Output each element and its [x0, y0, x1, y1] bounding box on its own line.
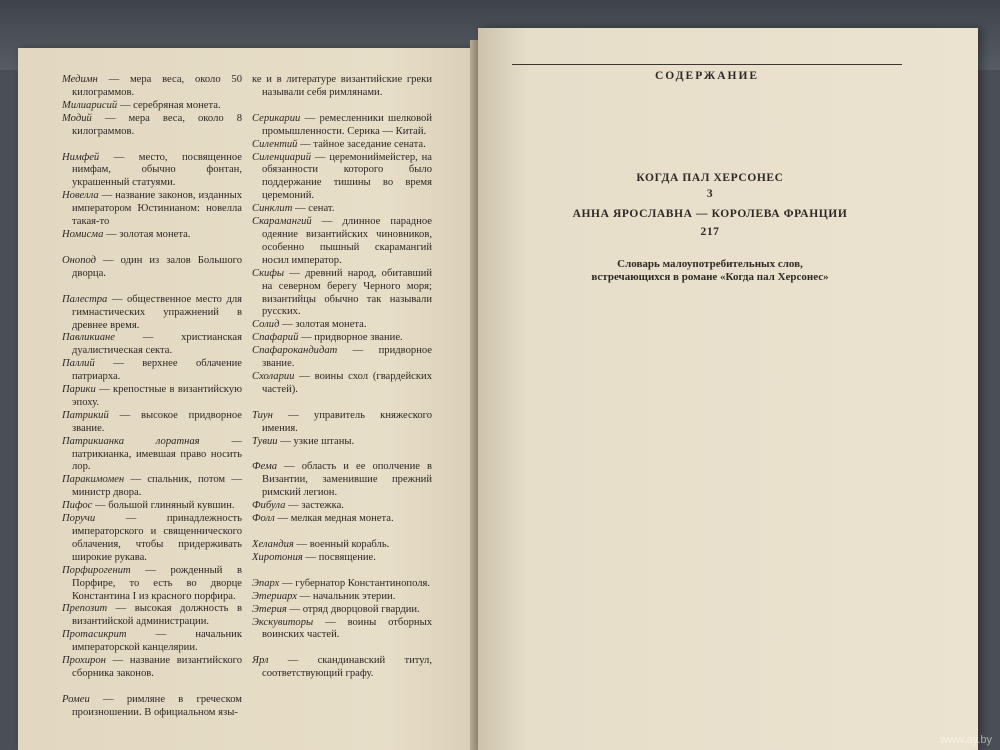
glossary-term: Этерия [252, 603, 287, 615]
glossary-definition: — рожденный в Порфире, то есть во дворце Константина I из красного порфира. [72, 564, 242, 602]
glossary-term: Паракимомен [62, 474, 125, 486]
glossary-entry [252, 268, 432, 320]
glossary-entry [62, 410, 242, 436]
glossary-term: Ярл [252, 655, 269, 667]
glossary-term: Хеландия [252, 539, 294, 550]
glossary-entry [62, 255, 242, 281]
toc-dictionary-entry [560, 258, 860, 284]
glossary-term: Ромеи [62, 693, 90, 705]
glossary-entry [62, 513, 242, 565]
glossary-entry [252, 655, 432, 681]
glossary-term: Препозит [62, 603, 108, 615]
glossary-definition: — длинное парадное одеяние византийских чиновников, особенно пышный скарамангий носил император. [262, 216, 432, 266]
glossary-entry [252, 74, 432, 100]
glossary-entry [62, 655, 242, 681]
glossary-term: Схоларии [252, 370, 295, 382]
glossary-definition: — высокое придворное звание. [72, 409, 242, 434]
glossary-definition: — посвящение. [302, 551, 376, 563]
glossary-term: Солид [252, 319, 280, 331]
glossary-right-column [252, 74, 432, 681]
glossary-entry [252, 578, 432, 591]
glossary-entry [252, 604, 432, 617]
glossary-entry [62, 100, 242, 113]
glossary-definition: — мера веса, около 8 килограммов. [72, 112, 242, 137]
glossary-definition: — придворное звание. [262, 345, 432, 370]
glossary-term: Номисма [62, 228, 104, 240]
glossary-definition: — сенат. [292, 203, 335, 215]
glossary-term: Фибула [252, 500, 286, 512]
glossary-term: Нимфей [62, 151, 100, 163]
glossary-definition: — начальник императорской канцелярии. [72, 629, 242, 654]
glossary-entry [62, 113, 242, 139]
glossary-definition: — придворное звание. [298, 332, 403, 344]
glossary-definition: — начальник этерии. [296, 590, 396, 602]
glossary-term: Онопод [62, 254, 97, 266]
glossary-entry [252, 436, 432, 449]
glossary-definition: — воины схол (гвардейских частей). [262, 370, 432, 395]
glossary-entry [252, 552, 432, 565]
glossary-term: Паллий [62, 358, 95, 370]
glossary-term: Хиротония [252, 551, 303, 563]
glossary-entry [252, 332, 432, 345]
glossary-definition: — церемониймейстер, на обязанности которого было поддержание тишины во время церемоний. [262, 151, 432, 202]
glossary-definition: — тайное заседание сената. [297, 138, 426, 150]
glossary-definition: — спальник, потом — министр двора. [72, 474, 242, 499]
glossary-entry [62, 190, 242, 229]
glossary-term: Протасикрит [62, 629, 127, 641]
glossary-term: Скифы [252, 267, 285, 279]
glossary-entry [62, 474, 242, 500]
glossary-entry [252, 152, 432, 204]
glossary-definition: — название законов, изданных императором Юстинианом: новелла такая-то [72, 190, 242, 228]
glossary-entry [62, 694, 242, 720]
glossary-entry [62, 74, 242, 100]
glossary-definition: — воины отборных воинских частей. [262, 616, 432, 641]
glossary-definition: — место, посвященное нимфам, обычно фонтан, украшенный статуями. [72, 151, 242, 189]
glossary-definition: — мера веса, около 50 килограммов. [72, 74, 242, 98]
glossary-entry [62, 152, 242, 191]
glossary-term: Эпарх [252, 577, 280, 589]
glossary-term: Палестра [62, 293, 108, 305]
glossary-term: Порфирогенит [62, 564, 131, 576]
toc-dictionary-line-2: встречающихся в романе «Когда пал Херсонес» [591, 271, 829, 283]
glossary-definition: — военный корабль. [293, 539, 390, 550]
glossary-definition: — узкие штаны. [277, 435, 355, 447]
glossary-entry [62, 500, 242, 513]
glossary-entry [252, 500, 432, 513]
glossary-definition: — христианская дуалистическая секта. [72, 332, 242, 357]
glossary-entry [62, 603, 242, 629]
glossary-definition: — римляне в греческом произношении. В официальном язы- [72, 693, 242, 718]
glossary-entry [252, 203, 432, 216]
glossary-term: Милиарисий [62, 99, 118, 111]
glossary-term: Тиун [252, 409, 273, 421]
glossary-definition: — скандинавский титул, соответствующий графу. [262, 655, 432, 680]
toc-top-rule [512, 64, 902, 65]
glossary-entry [252, 319, 432, 332]
glossary-definition: — область и ее ополчение в Византии, заменившие прежний римский легион. [262, 461, 432, 499]
glossary-term: Синклит [252, 203, 293, 215]
glossary-entry [62, 358, 242, 384]
glossary-definition: — общественное место для гимнастических упражнений в древнее время. [72, 293, 242, 331]
glossary-term: Патрикианка лоратная [62, 435, 200, 447]
glossary-definition: — золотая монета. [279, 319, 367, 331]
glossary-entry [62, 229, 242, 242]
glossary-definition: — название византийского сборника законов. [72, 655, 242, 679]
glossary-entry [62, 384, 242, 410]
glossary-definition: — золотая монета. [103, 228, 191, 240]
glossary-entry [252, 113, 432, 139]
glossary-entry [62, 332, 242, 358]
glossary-term: Новелла [62, 190, 99, 202]
toc-dictionary-line-1: Словарь малоупотребительных слов, [617, 258, 803, 270]
glossary-term: Силентий [252, 138, 298, 150]
glossary-left-column [62, 74, 242, 720]
glossary-entry [252, 371, 432, 397]
glossary-entry [62, 294, 242, 333]
glossary-term: Павликиане [62, 332, 115, 344]
glossary-definition: — серебряная монета. [117, 99, 221, 111]
glossary-term: Фолл [252, 513, 275, 525]
glossary-entry [252, 461, 432, 500]
glossary-term: Фема [252, 461, 278, 473]
glossary-term: Патрикий [62, 409, 109, 421]
glossary-definition: — крепостные в византийскую эпоху. [72, 384, 242, 408]
glossary-definition: — губернатор Константинополя. [279, 577, 431, 589]
watermark: www.ay.by [940, 734, 992, 746]
glossary-term: Модий [62, 112, 92, 124]
glossary-definition: — большой глиняный кувшин. [92, 500, 235, 512]
glossary-term: Прохирон [62, 655, 106, 667]
glossary-entry [252, 410, 432, 436]
glossary-term: Спафарий [252, 332, 299, 344]
glossary-entry [252, 216, 432, 268]
glossary-entry [252, 345, 432, 371]
toc-item-2-page: 217 [700, 226, 720, 238]
glossary-term: Спафарокандидат [252, 345, 338, 357]
glossary-term: Парики [62, 384, 96, 396]
glossary-entry [62, 565, 242, 604]
glossary-entry [252, 513, 432, 526]
glossary-definition: ке и в литературе византийские греки называли себя римлянами. [252, 74, 432, 98]
glossary-term: Тувии [252, 435, 278, 447]
glossary-definition: — застежка. [285, 500, 344, 512]
glossary-entry [252, 139, 432, 152]
toc-item-1-page: 3 [706, 188, 714, 200]
toc-item-2-title: АННА ЯРОСЛАВНА — КОРОЛЕВА ФРАНЦИИ [572, 208, 848, 220]
glossary-entry [252, 591, 432, 604]
glossary-entry [252, 539, 432, 552]
glossary-definition: — ремесленники шелковой промышленности. Серика — Китай. [262, 112, 432, 137]
glossary-definition: — управитель княжеского имения. [262, 409, 432, 434]
glossary-definition: — принадлежность императорского и священнического облачения, чтобы придерживать широкие рукава. [72, 513, 242, 563]
glossary-term: Экскувиторы [252, 616, 314, 628]
glossary-term: Серикарии [252, 112, 301, 124]
glossary-term: Поручи [62, 513, 96, 525]
toc-heading: СОДЕРЖАНИЕ [654, 70, 760, 82]
glossary-term: Силенциарий [252, 151, 311, 163]
glossary-entry [252, 617, 432, 643]
glossary-definition: — верхнее облачение патриарха. [72, 358, 242, 383]
toc-item-1-title: КОГДА ПАЛ ХЕРСОНЕС [636, 172, 784, 184]
glossary-term: Этериарх [252, 590, 297, 602]
glossary-definition: — мелкая медная монета. [274, 513, 394, 525]
glossary-term: Скарамангий [252, 216, 312, 228]
glossary-term: Пифос [62, 500, 93, 512]
glossary-term: Медимн [62, 74, 98, 85]
glossary-definition: — патрикианка, имевшая право носить лор. [72, 435, 242, 473]
glossary-definition: — отряд дворцовой гвардии. [286, 603, 420, 615]
right-page [478, 28, 978, 750]
glossary-definition: — высокая должность в византийской администрации. [72, 603, 242, 628]
glossary-entry [62, 629, 242, 655]
glossary-entry [62, 436, 242, 475]
glossary-definition: — древний народ, обитавший на северном берегу Черного моря; византийцы обычно так называли русских. [262, 267, 432, 318]
glossary-definition: — один из залов Большого дворца. [72, 254, 242, 279]
